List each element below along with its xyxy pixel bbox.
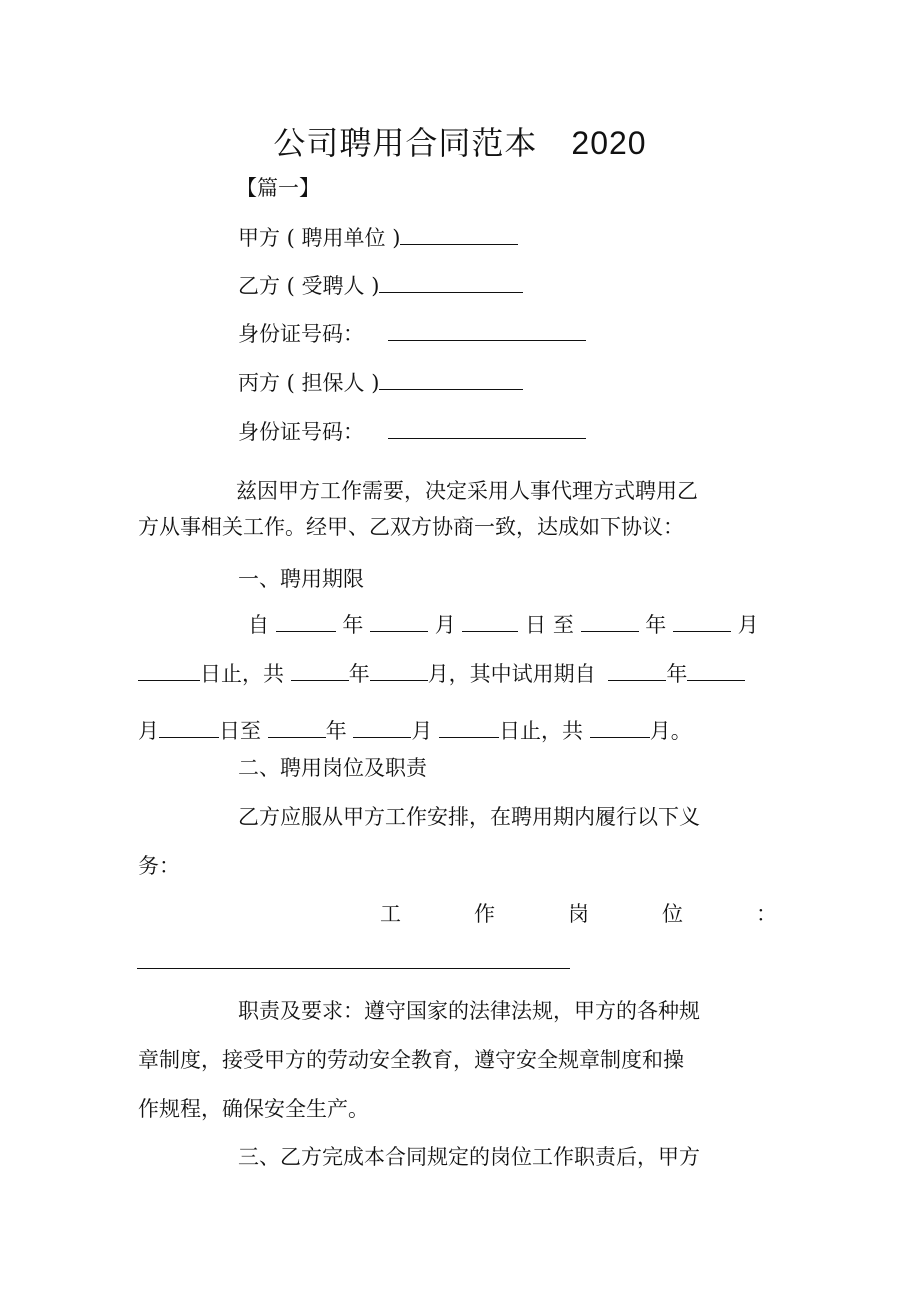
start-month-blank[interactable]: [370, 609, 428, 632]
section-heading: 【篇一】: [236, 176, 320, 200]
id-c-label: 身份证号码：: [238, 420, 364, 444]
start-month-label: 月: [434, 613, 456, 637]
probation-label: 月，其中试用期自: [427, 662, 596, 686]
post-blank[interactable]: [137, 968, 570, 969]
clause-2-heading: 二、聘用岗位及职责: [238, 756, 427, 780]
post-char-1: 工: [380, 902, 401, 926]
probation-total-blank[interactable]: [590, 715, 650, 738]
id-b-blank[interactable]: [388, 318, 586, 341]
post-label-row: [140, 898, 777, 928]
start-day-blank[interactable]: [462, 609, 518, 632]
duty-line-3: 作规程，确保安全生产。: [138, 1097, 369, 1121]
probation-end-day-blank[interactable]: [439, 715, 499, 738]
probation-month-label: 月: [138, 719, 159, 743]
id-b-label: 身份证号码：: [238, 322, 364, 346]
term-row-1: [248, 609, 759, 639]
duty-line-1: 职责及要求：遵守国家的法律法规，甲方的各种规: [238, 999, 700, 1023]
probation-start-day-blank[interactable]: [159, 715, 219, 738]
post-char-4: 位: [662, 902, 683, 926]
post-char-3: 岗: [568, 902, 589, 926]
end-month-blank[interactable]: [673, 609, 731, 632]
document-title: [0, 118, 920, 164]
end-year-blank[interactable]: [581, 609, 639, 632]
probation-end-year-label: 年: [325, 719, 347, 743]
term-row-2: [138, 658, 745, 688]
clause-1-heading: 一、聘用期限: [238, 567, 364, 591]
title-year: 2020: [571, 125, 647, 161]
total-year-label: 年: [348, 662, 370, 686]
end-day-label: 日止，共: [200, 662, 284, 686]
id-b-field: [238, 318, 586, 348]
probation-start-year-label: 年: [666, 662, 688, 686]
term-from-label: 自: [248, 613, 269, 637]
party-c-blank[interactable]: [379, 367, 523, 390]
duty-line-2: 章制度，接受甲方的劳动安全教育，遵守安全规章制度和操: [138, 1048, 684, 1072]
clause-2-line-2: 务：: [138, 854, 180, 878]
total-month-blank[interactable]: [370, 658, 428, 681]
id-c-field: [238, 416, 586, 446]
end-year-label: 年: [645, 613, 667, 637]
party-a-label: 甲方 ( 聘用单位 ): [238, 226, 401, 250]
probation-end-month-label: 月: [411, 719, 433, 743]
party-a-field: [238, 222, 518, 252]
probation-start-year-blank[interactable]: [608, 658, 666, 681]
probation-start-month-blank[interactable]: [687, 658, 745, 681]
clause-3-line-1: 三、乙方完成本合同规定的岗位工作职责后，甲方: [238, 1145, 700, 1169]
end-month-label: 月: [737, 613, 759, 637]
probation-end-month-blank[interactable]: [353, 715, 411, 738]
party-b-blank[interactable]: [379, 270, 523, 293]
party-c-field: [238, 367, 523, 397]
term-to-label: 至: [552, 613, 574, 637]
probation-end-day-label: 日止，共: [499, 719, 584, 743]
party-b-field: [238, 270, 523, 300]
party-a-blank[interactable]: [400, 222, 518, 245]
total-year-blank[interactable]: [291, 658, 349, 681]
intro-line-1: 兹因甲方工作需要，决定采用人事代理方式聘用乙: [236, 479, 698, 503]
party-c-label: 丙方 ( 担保人 ): [238, 371, 380, 395]
start-year-blank[interactable]: [276, 609, 336, 632]
intro-line-2: 方从事相关工作。经甲、乙双方协商一致，达成如下协议：: [138, 515, 684, 539]
probation-end-year-blank[interactable]: [268, 715, 326, 738]
term-row-3: [138, 715, 692, 745]
probation-day-to-label: 日至: [219, 719, 261, 743]
post-char-5: ：: [756, 902, 777, 926]
title-text: 公司聘用合同范本: [273, 124, 538, 162]
clause-2-line-1: 乙方应服从甲方工作安排，在聘用期内履行以下义: [238, 805, 700, 829]
post-char-2: 作: [474, 902, 495, 926]
start-day-label: 日: [525, 613, 547, 637]
start-year-label: 年: [342, 613, 364, 637]
id-c-blank[interactable]: [388, 416, 586, 439]
end-day-blank[interactable]: [138, 658, 200, 681]
probation-total-label: 月。: [649, 719, 692, 743]
party-b-label: 乙方 ( 受聘人 ): [238, 274, 380, 298]
